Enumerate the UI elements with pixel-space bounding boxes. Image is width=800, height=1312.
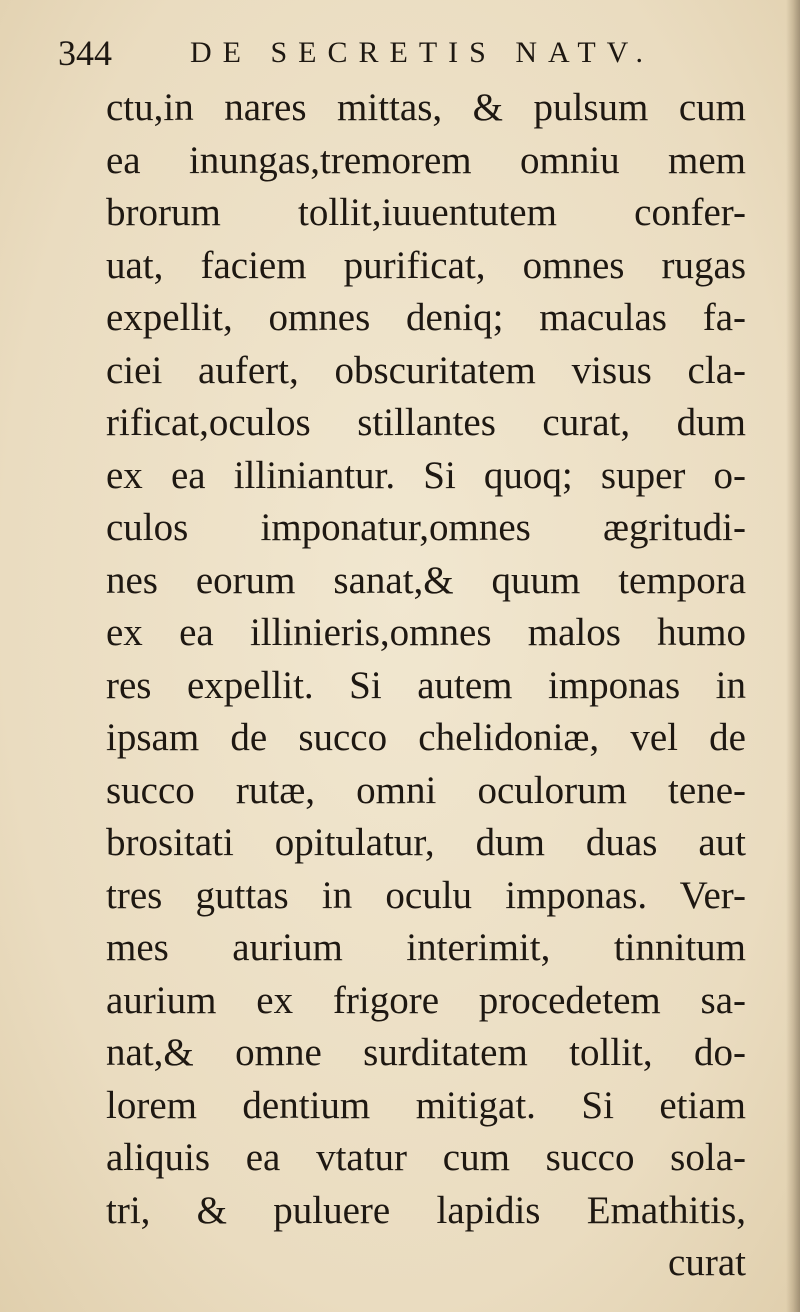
text-line: ciei aufert, obscuritatem visus cla- (106, 348, 746, 392)
page-edge-shadow (786, 0, 800, 1312)
text-line: tres guttas in oculu imponas. Ver- (106, 873, 746, 917)
text-line: tri, & puluere lapidis Emathitis, (106, 1188, 746, 1232)
running-title: DE SECRETIS NATV. (190, 36, 654, 69)
text-line: succo rutæ, omni oculorum tene- (106, 768, 746, 812)
text-line: ipsam de succo chelidoniæ, vel de (106, 716, 746, 759)
text-line: ex ea illinieris,omnes malos humo (106, 611, 746, 654)
text-line: expellit, omnes deniq; maculas fa- (106, 296, 746, 339)
text-line: aliquis ea vtatur cum succo sola- (106, 1136, 746, 1179)
page-header (58, 28, 748, 78)
text-line: lorem dentium mitigat. Si etiam (106, 1083, 746, 1127)
page-number: 344 (58, 33, 112, 73)
body-text (106, 82, 746, 1290)
catchword: curat (668, 1241, 746, 1284)
text-line: nat,& omne surditatem tollit, do- (106, 1031, 746, 1074)
text-line: mes aurium interimit, tinnitum (106, 926, 746, 969)
text-line: uat, faciem purificat, omnes rugas (106, 243, 746, 287)
text-line: brorum tollit,iuuentutem confer- (106, 191, 746, 234)
text-line: aurium ex frigore procedetem sa- (106, 978, 746, 1022)
text-line: rificat,oculos stillantes curat, dum (106, 401, 746, 444)
text-line: ex ea illiniantur. Si quoq; super o- (106, 453, 746, 497)
text-line: res expellit. Si autem imponas in (106, 663, 746, 707)
text-line: ea inungas,tremorem omniu mem (106, 138, 746, 182)
text-line: ctu,in nares mittas, & pulsum cum (106, 86, 746, 129)
text-line: brositati opitulatur, dum duas aut (106, 821, 746, 864)
text-line: nes eorum sanat,& quum tempora (106, 558, 746, 602)
text-line: culos imponatur,omnes ægritudi- (106, 506, 746, 549)
